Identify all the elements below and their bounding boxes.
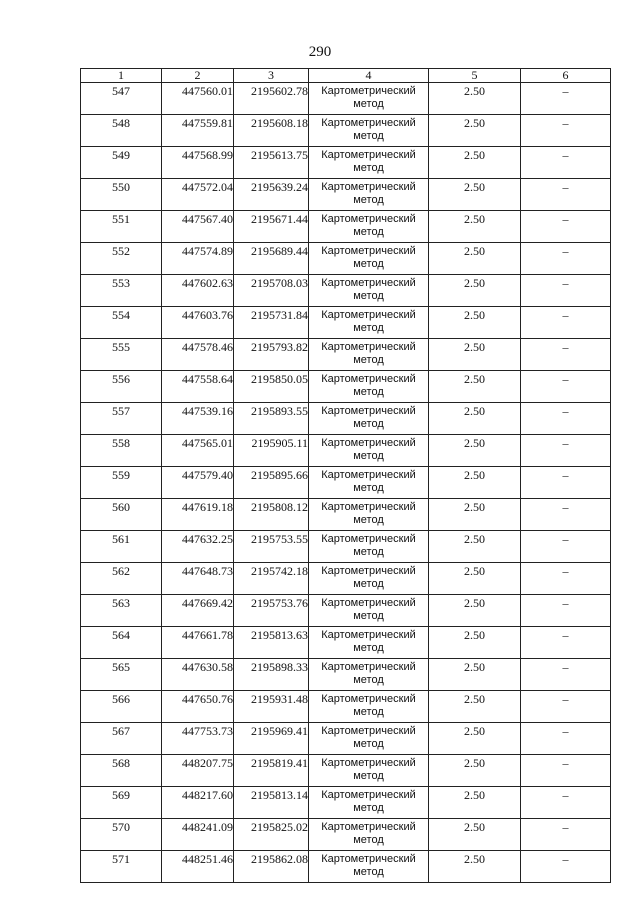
y-coordinate-cell: 2195753.55	[234, 531, 309, 563]
y-coordinate-cell: 2195742.18	[234, 563, 309, 595]
y-coordinate-cell: 2195731.84	[234, 307, 309, 339]
point-number-cell: 558	[81, 435, 162, 467]
page-number: 290	[308, 44, 332, 60]
method-cell	[309, 755, 429, 787]
method-line-2: метод	[353, 866, 384, 878]
point-number-cell: 555	[81, 339, 162, 371]
point-number-cell: 567	[81, 723, 162, 755]
table-row	[81, 83, 611, 115]
note-cell: –	[521, 307, 611, 339]
x-coordinate-cell: 447567.40	[162, 211, 234, 243]
point-number-cell: 569	[81, 787, 162, 819]
accuracy-cell: 2.50	[429, 147, 521, 179]
table-row	[81, 627, 611, 659]
accuracy-cell: 2.50	[429, 723, 521, 755]
method-cell	[309, 531, 429, 563]
method-line-1: Картометрический	[321, 853, 416, 865]
x-coordinate-cell: 447650.76	[162, 691, 234, 723]
accuracy-cell: 2.50	[429, 243, 521, 275]
method-cell	[309, 499, 429, 531]
note-cell: –	[521, 243, 611, 275]
table-row	[81, 307, 611, 339]
method-cell	[309, 339, 429, 371]
note-cell: –	[521, 787, 611, 819]
column-header-1: 1	[81, 69, 162, 83]
method-line-1: Картометрический	[321, 405, 416, 417]
table-row	[81, 179, 611, 211]
x-coordinate-cell: 447632.25	[162, 531, 234, 563]
y-coordinate-cell: 2195813.14	[234, 787, 309, 819]
note-cell: –	[521, 531, 611, 563]
note-cell: –	[521, 755, 611, 787]
point-number-cell: 570	[81, 819, 162, 851]
y-coordinate-cell: 2195793.82	[234, 339, 309, 371]
accuracy-cell: 2.50	[429, 595, 521, 627]
table-row	[81, 147, 611, 179]
method-line-2: метод	[353, 322, 384, 334]
method-line-2: метод	[353, 226, 384, 238]
method-line-1: Картометрический	[321, 789, 416, 801]
y-coordinate-cell: 2195608.18	[234, 115, 309, 147]
accuracy-cell: 2.50	[429, 371, 521, 403]
method-line-1: Картометрический	[321, 149, 416, 161]
coordinates-table	[80, 68, 611, 883]
column-header-5: 5	[429, 69, 521, 83]
accuracy-cell: 2.50	[429, 499, 521, 531]
method-line-2: метод	[353, 258, 384, 270]
method-line-2: метод	[353, 194, 384, 206]
note-cell: –	[521, 691, 611, 723]
method-cell	[309, 851, 429, 883]
y-coordinate-cell: 2195639.24	[234, 179, 309, 211]
x-coordinate-cell: 448217.60	[162, 787, 234, 819]
table-row	[81, 243, 611, 275]
note-cell: –	[521, 499, 611, 531]
accuracy-cell: 2.50	[429, 467, 521, 499]
table-row	[81, 371, 611, 403]
note-cell: –	[521, 371, 611, 403]
point-number-cell: 549	[81, 147, 162, 179]
method-line-1: Картометрический	[321, 821, 416, 833]
method-line-1: Картометрический	[321, 117, 416, 129]
table-row	[81, 403, 611, 435]
table-row	[81, 819, 611, 851]
method-line-2: метод	[353, 546, 384, 558]
accuracy-cell: 2.50	[429, 691, 521, 723]
method-line-2: метод	[353, 354, 384, 366]
method-line-1: Картометрический	[321, 213, 416, 225]
y-coordinate-cell: 2195825.02	[234, 819, 309, 851]
y-coordinate-cell: 2195808.12	[234, 499, 309, 531]
method-line-1: Картометрический	[321, 565, 416, 577]
y-coordinate-cell: 2195671.44	[234, 211, 309, 243]
x-coordinate-cell: 447648.73	[162, 563, 234, 595]
point-number-cell: 560	[81, 499, 162, 531]
method-line-1: Картометрический	[321, 757, 416, 769]
y-coordinate-cell: 2195708.03	[234, 275, 309, 307]
method-line-2: метод	[353, 450, 384, 462]
method-cell	[309, 307, 429, 339]
accuracy-cell: 2.50	[429, 211, 521, 243]
table-row	[81, 275, 611, 307]
table-row	[81, 787, 611, 819]
y-coordinate-cell: 2195602.78	[234, 83, 309, 115]
note-cell: –	[521, 83, 611, 115]
note-cell: –	[521, 595, 611, 627]
y-coordinate-cell: 2195905.11	[234, 435, 309, 467]
x-coordinate-cell: 448241.09	[162, 819, 234, 851]
accuracy-cell: 2.50	[429, 307, 521, 339]
method-line-2: метод	[353, 834, 384, 846]
point-number-cell: 562	[81, 563, 162, 595]
column-header-4: 4	[309, 69, 429, 83]
accuracy-cell: 2.50	[429, 339, 521, 371]
y-coordinate-cell: 2195893.55	[234, 403, 309, 435]
method-cell	[309, 275, 429, 307]
column-header-2: 2	[162, 69, 234, 83]
note-cell: –	[521, 147, 611, 179]
method-cell	[309, 211, 429, 243]
method-cell	[309, 179, 429, 211]
method-line-2: метод	[353, 706, 384, 718]
method-line-2: метод	[353, 418, 384, 430]
note-cell: –	[521, 179, 611, 211]
x-coordinate-cell: 447568.99	[162, 147, 234, 179]
note-cell: –	[521, 723, 611, 755]
method-line-1: Картометрический	[321, 533, 416, 545]
method-line-1: Картометрический	[321, 341, 416, 353]
point-number-cell: 554	[81, 307, 162, 339]
note-cell: –	[521, 275, 611, 307]
method-line-2: метод	[353, 770, 384, 782]
table-row	[81, 531, 611, 563]
x-coordinate-cell: 447565.01	[162, 435, 234, 467]
accuracy-cell: 2.50	[429, 179, 521, 211]
table-row	[81, 499, 611, 531]
y-coordinate-cell: 2195931.48	[234, 691, 309, 723]
y-coordinate-cell: 2195895.66	[234, 467, 309, 499]
method-line-1: Картометрический	[321, 373, 416, 385]
accuracy-cell: 2.50	[429, 755, 521, 787]
x-coordinate-cell: 448207.75	[162, 755, 234, 787]
table-row	[81, 563, 611, 595]
table-row	[81, 723, 611, 755]
method-line-1: Картометрический	[321, 245, 416, 257]
accuracy-cell: 2.50	[429, 659, 521, 691]
method-cell	[309, 563, 429, 595]
method-line-2: метод	[353, 162, 384, 174]
method-line-1: Картометрический	[321, 693, 416, 705]
x-coordinate-cell: 447602.63	[162, 275, 234, 307]
accuracy-cell: 2.50	[429, 787, 521, 819]
y-coordinate-cell: 2195819.41	[234, 755, 309, 787]
method-line-1: Картометрический	[321, 469, 416, 481]
x-coordinate-cell: 447619.18	[162, 499, 234, 531]
x-coordinate-cell: 447753.73	[162, 723, 234, 755]
x-coordinate-cell: 447603.76	[162, 307, 234, 339]
x-coordinate-cell: 447630.58	[162, 659, 234, 691]
method-line-2: метод	[353, 802, 384, 814]
accuracy-cell: 2.50	[429, 275, 521, 307]
y-coordinate-cell: 2195689.44	[234, 243, 309, 275]
method-cell	[309, 691, 429, 723]
note-cell: –	[521, 211, 611, 243]
point-number-cell: 559	[81, 467, 162, 499]
x-coordinate-cell: 447558.64	[162, 371, 234, 403]
table-row	[81, 659, 611, 691]
method-cell	[309, 243, 429, 275]
table-row	[81, 467, 611, 499]
method-line-1: Картометрический	[321, 309, 416, 321]
table-row	[81, 435, 611, 467]
table-row	[81, 595, 611, 627]
method-line-2: метод	[353, 482, 384, 494]
y-coordinate-cell: 2195753.76	[234, 595, 309, 627]
column-header-3: 3	[234, 69, 309, 83]
method-cell	[309, 83, 429, 115]
method-line-2: метод	[353, 578, 384, 590]
point-number-cell: 547	[81, 83, 162, 115]
x-coordinate-cell: 447669.42	[162, 595, 234, 627]
point-number-cell: 564	[81, 627, 162, 659]
note-cell: –	[521, 851, 611, 883]
point-number-cell: 552	[81, 243, 162, 275]
note-cell: –	[521, 467, 611, 499]
method-cell	[309, 627, 429, 659]
method-cell	[309, 435, 429, 467]
y-coordinate-cell: 2195862.08	[234, 851, 309, 883]
accuracy-cell: 2.50	[429, 627, 521, 659]
method-line-1: Картометрический	[321, 629, 416, 641]
table-header	[81, 69, 611, 83]
table-row	[81, 851, 611, 883]
method-cell	[309, 467, 429, 499]
accuracy-cell: 2.50	[429, 435, 521, 467]
method-cell	[309, 595, 429, 627]
method-line-2: метод	[353, 290, 384, 302]
point-number-cell: 553	[81, 275, 162, 307]
note-cell: –	[521, 659, 611, 691]
method-line-1: Картометрический	[321, 437, 416, 449]
accuracy-cell: 2.50	[429, 403, 521, 435]
x-coordinate-cell: 447572.04	[162, 179, 234, 211]
note-cell: –	[521, 403, 611, 435]
method-line-2: метод	[353, 514, 384, 526]
method-line-1: Картометрический	[321, 181, 416, 193]
y-coordinate-cell: 2195613.75	[234, 147, 309, 179]
method-line-1: Картометрический	[321, 661, 416, 673]
accuracy-cell: 2.50	[429, 819, 521, 851]
method-cell	[309, 723, 429, 755]
x-coordinate-cell: 447539.16	[162, 403, 234, 435]
point-number-cell: 568	[81, 755, 162, 787]
point-number-cell: 561	[81, 531, 162, 563]
table-body	[81, 83, 611, 883]
method-cell	[309, 659, 429, 691]
point-number-cell: 551	[81, 211, 162, 243]
method-cell	[309, 115, 429, 147]
table-row	[81, 755, 611, 787]
x-coordinate-cell: 447578.46	[162, 339, 234, 371]
note-cell: –	[521, 563, 611, 595]
table-row	[81, 339, 611, 371]
method-cell	[309, 787, 429, 819]
point-number-cell: 571	[81, 851, 162, 883]
x-coordinate-cell: 447559.81	[162, 115, 234, 147]
point-number-cell: 556	[81, 371, 162, 403]
accuracy-cell: 2.50	[429, 531, 521, 563]
y-coordinate-cell: 2195969.41	[234, 723, 309, 755]
accuracy-cell: 2.50	[429, 115, 521, 147]
y-coordinate-cell: 2195850.05	[234, 371, 309, 403]
x-coordinate-cell: 447574.89	[162, 243, 234, 275]
x-coordinate-cell: 448251.46	[162, 851, 234, 883]
method-line-2: метод	[353, 130, 384, 142]
note-cell: –	[521, 115, 611, 147]
method-line-2: метод	[353, 386, 384, 398]
method-line-1: Картометрический	[321, 501, 416, 513]
method-cell	[309, 403, 429, 435]
note-cell: –	[521, 435, 611, 467]
method-line-2: метод	[353, 610, 384, 622]
method-line-2: метод	[353, 674, 384, 686]
note-cell: –	[521, 819, 611, 851]
method-line-2: метод	[353, 738, 384, 750]
accuracy-cell: 2.50	[429, 83, 521, 115]
point-number-cell: 557	[81, 403, 162, 435]
header-row	[81, 69, 611, 83]
table-row	[81, 115, 611, 147]
method-cell	[309, 147, 429, 179]
method-cell	[309, 819, 429, 851]
method-line-1: Картометрический	[321, 85, 416, 97]
note-cell: –	[521, 627, 611, 659]
x-coordinate-cell: 447560.01	[162, 83, 234, 115]
method-line-2: метод	[353, 642, 384, 654]
accuracy-cell: 2.50	[429, 851, 521, 883]
method-line-2: метод	[353, 98, 384, 110]
x-coordinate-cell: 447579.40	[162, 467, 234, 499]
table-row	[81, 691, 611, 723]
point-number-cell: 548	[81, 115, 162, 147]
point-number-cell: 566	[81, 691, 162, 723]
point-number-cell: 563	[81, 595, 162, 627]
x-coordinate-cell: 447661.78	[162, 627, 234, 659]
point-number-cell: 550	[81, 179, 162, 211]
method-line-1: Картометрический	[321, 597, 416, 609]
y-coordinate-cell: 2195898.33	[234, 659, 309, 691]
point-number-cell: 565	[81, 659, 162, 691]
method-line-1: Картометрический	[321, 725, 416, 737]
column-header-6: 6	[521, 69, 611, 83]
accuracy-cell: 2.50	[429, 563, 521, 595]
table-row	[81, 211, 611, 243]
note-cell: –	[521, 339, 611, 371]
method-cell	[309, 371, 429, 403]
method-line-1: Картометрический	[321, 277, 416, 289]
y-coordinate-cell: 2195813.63	[234, 627, 309, 659]
